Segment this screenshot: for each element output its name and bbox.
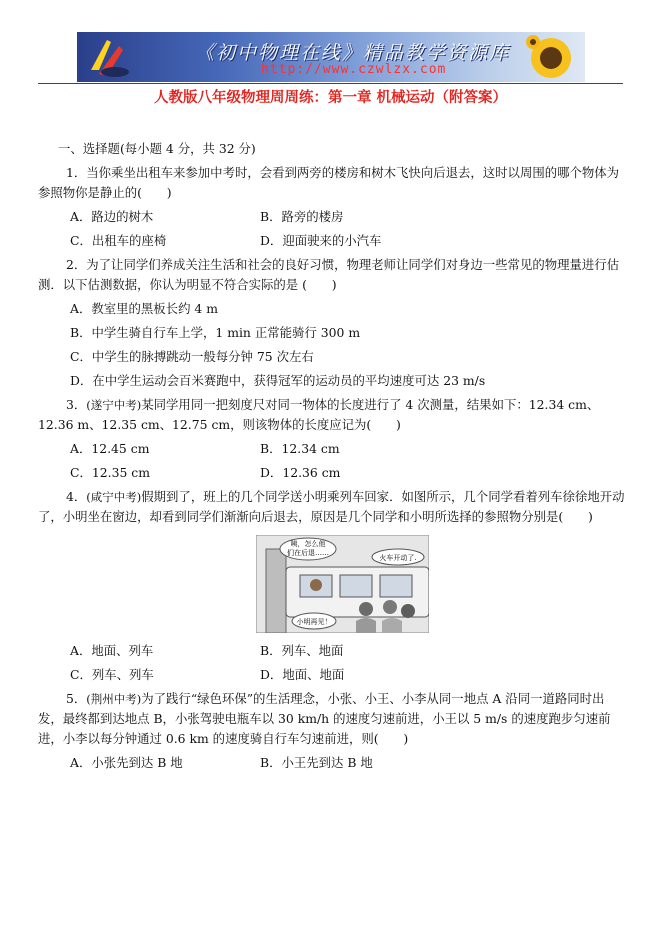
question-3-stem xyxy=(38,395,625,435)
header-banner xyxy=(77,32,585,82)
header-divider xyxy=(38,83,623,84)
speech-bubble-2: 火车开动了. xyxy=(379,554,417,562)
question-4-stem xyxy=(38,487,625,527)
section-title: 一、选择题(每小题 4 分，共 32 分) xyxy=(58,141,256,156)
banner-url[interactable]: http://www.czwlzx.com xyxy=(261,62,447,77)
question-number: 4． xyxy=(66,489,87,504)
option-c: C．出租车的座椅 xyxy=(70,233,167,248)
question-4-options-2 xyxy=(70,665,625,685)
question-number: 5． xyxy=(66,691,87,706)
banner-title: 《初中物理在线》精品教学资源库 xyxy=(195,42,511,64)
train-illustration xyxy=(256,535,429,633)
question-text: 某同学用同一把刻度尺对同一物体的长度进行了 4 次测量，结果如下：12.34 cm、12.36 m、12.35 cm、12.75 cm，则该物体的长度应记为( ) xyxy=(38,397,600,432)
question-2-stem: 2．为了让同学们养成关注生活和社会的良好习惯，物理老师让同学们对身边一些常见的物理量进行估测．以下估测数据，你认为明显不符合实际的是 ( ) xyxy=(38,257,620,292)
question-source: (咸宁中考) xyxy=(86,490,142,504)
question-number: 3． xyxy=(66,397,87,412)
question-text: 假期到了，班上的几个同学送小明乘列车回家．如图所示，几个同学看着列车徐徐地开动了，小明坐在窗边，却看到同学们渐渐向后退去，原因是几个同学和小明所选择的参照物分别是( ) xyxy=(38,489,625,524)
question-3-options xyxy=(70,439,625,459)
question-text: 为了践行“绿色环保”的生活理念，小张、小王、小李从同一地点 A 沿同一道路同时出发，最终都到达地点 B，小张驾驶电瓶车以 30 km/h 的速度匀速前进，小王以 5 m/s 的速度跑步匀速前进，小李以每分钟通过 0.6 km 的速度骑自行车匀速前进，则( ) xyxy=(38,691,611,746)
sunflower-icon xyxy=(521,34,579,80)
question-1-options xyxy=(70,207,625,227)
option-b: B．中学生骑自行车上学，1 min 正常能骑行 300 m xyxy=(70,325,361,340)
question-5-stem xyxy=(38,689,625,749)
option-a: A．地面、列车 xyxy=(70,643,154,658)
option-b: B．12.34 cm xyxy=(260,441,340,456)
question-source: (遂宁中考) xyxy=(86,398,142,412)
option-d: D．12.36 cm xyxy=(260,465,341,480)
option-d: D．迎面驶来的小汽车 xyxy=(260,233,382,248)
option-a: A．教室里的黑板长约 4 m xyxy=(70,301,218,316)
option-c: C．中学生的脉搏跳动一般每分钟 75 次左右 xyxy=(70,349,314,364)
option-a: A．路边的树木 xyxy=(70,209,154,224)
question-4-options xyxy=(70,641,625,661)
question-1-stem: 1．当你乘坐出租车来参加中考时，会看到两旁的楼房和树木飞快向后退去，这时以周围的哪个物体为参照物你是静止的( ) xyxy=(38,165,620,200)
option-b: B．列车、地面 xyxy=(260,643,344,658)
option-b: B．小王先到达 B 地 xyxy=(260,755,373,770)
question-3-options-2 xyxy=(70,463,625,483)
option-b: B．路旁的楼房 xyxy=(260,209,344,224)
document-body xyxy=(38,139,625,777)
question-1-options-2 xyxy=(70,231,625,251)
option-d: D．地面、地面 xyxy=(260,667,345,682)
option-a: A．小张先到达 B 地 xyxy=(70,755,183,770)
speech-bubble-3: 小明再见！ xyxy=(296,618,332,626)
question-source: (荆州中考) xyxy=(86,692,142,706)
question-5-options xyxy=(70,753,625,773)
option-d: D．在中学生运动会百米赛跑中，获得冠军的运动员的平均速度可达 23 m/s xyxy=(70,373,486,388)
option-a: A．12.45 cm xyxy=(70,441,150,456)
option-c: C．12.35 cm xyxy=(70,465,150,480)
document-title: 人教版八年级物理周周练：第一章 机械运动（附答案） xyxy=(153,90,508,106)
speech-bubble-1b: 们在后退…… xyxy=(287,549,329,557)
option-c: C．列车、列车 xyxy=(70,667,154,682)
site-logo-icon xyxy=(85,36,133,80)
speech-bubble-1: 咦，怎么他 xyxy=(290,540,326,548)
